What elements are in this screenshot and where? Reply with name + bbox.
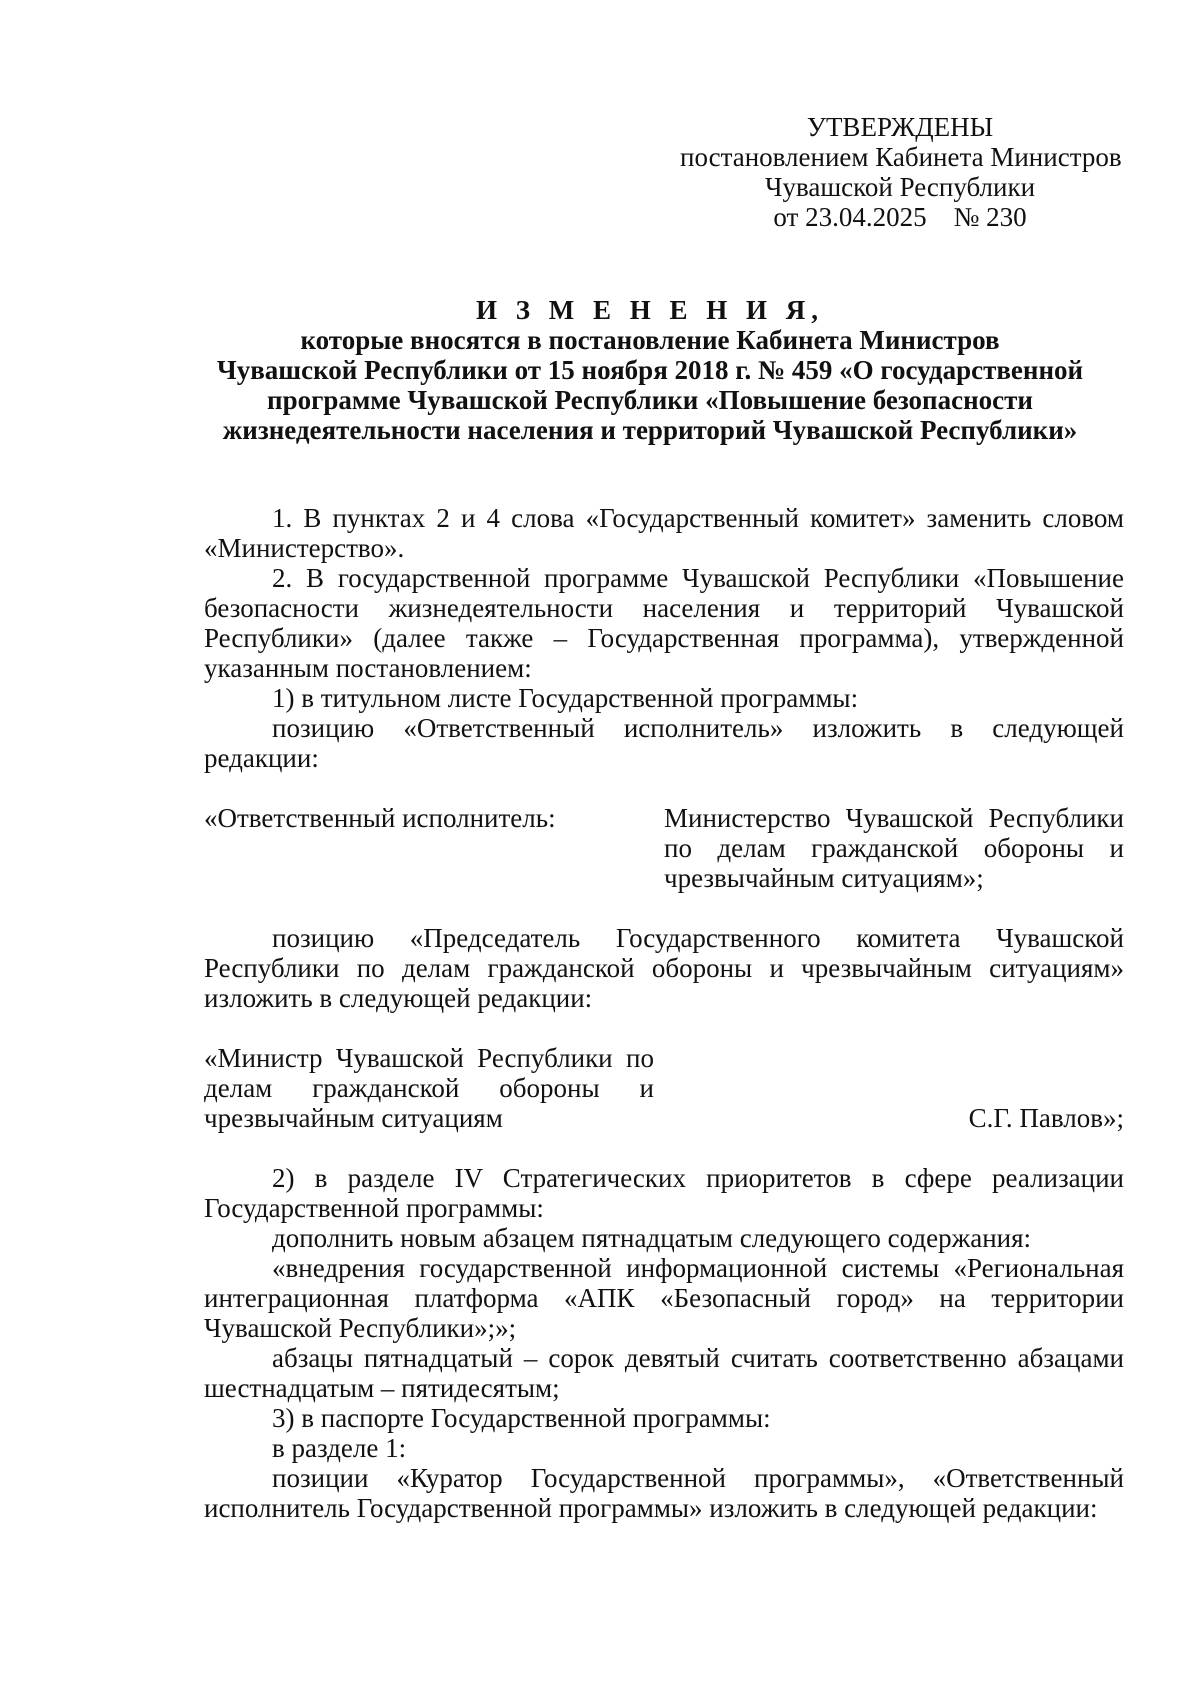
paragraph-3: 1) в титульном листе Государственной программы: <box>272 683 859 713</box>
paragraph-11: в разделе 1: <box>272 1433 407 1463</box>
paragraph-4: позицию «Ответственный исполнитель» изложить в следующей редакции: <box>204 713 1124 773</box>
spacer <box>204 1133 1124 1163</box>
title-line-3: программе Чувашской Республики «Повышение безопасности <box>267 385 1033 415</box>
spacer <box>204 893 1124 923</box>
approval-line-1: УТВЕРЖДЕНЫ <box>806 112 994 142</box>
paragraph-8: «внедрения государственной информационной системы «Региональная интеграционная платформа «АПК «Безопасный город» на территории Чувашской Республики»;»; <box>204 1253 1124 1343</box>
minister-name: С.Г. Павлов»; <box>968 1103 1124 1133</box>
paragraph-7: дополнить новым абзацем пятнадцатым следующего содержания: <box>272 1223 1032 1253</box>
spacer <box>204 1013 1124 1043</box>
responsible-executor-position <box>204 803 1124 893</box>
paragraph-1: 1. В пунктах 2 и 4 слова «Государственный комитет» заменить словом «Министерство». <box>204 503 1124 563</box>
position-value: Министерство Чувашской Республики по делам гражданской обороны и чрезвычайным ситуациям»; <box>664 803 1124 893</box>
approval-line-4: от 23.04.2025 № 230 <box>773 202 1027 232</box>
title-line-2: Чувашской Республики от 15 ноября 2018 г. № 459 «О государственной <box>216 355 1084 385</box>
approval-line-2: постановлением Кабинета Министров <box>680 142 1122 172</box>
document-body <box>204 503 1124 1523</box>
paragraph-5: позицию «Председатель Государственного комитета Чувашской Республики по делам гражданской обороны и чрезвычайным ситуациям» изложить в следующей редакции: <box>204 923 1124 1013</box>
title-line-1: которые вносятся в постановление Кабинета Министров <box>300 325 1000 355</box>
spacer <box>204 773 1124 803</box>
minister-position <box>204 1043 1124 1133</box>
paragraph-9: абзацы пятнадцатый – сорок девятый считать соответственно абзацами шестнадцатым – пятидесятым; <box>204 1343 1124 1403</box>
title-line-4: жизнедеятельности населения и территорий Чувашской Республики» <box>222 415 1078 445</box>
position-label: «Ответственный исполнитель: <box>204 803 556 833</box>
document-title <box>200 295 1100 445</box>
approval-stamp <box>680 112 1120 232</box>
paragraph-10: 3) в паспорте Государственной программы: <box>272 1403 771 1433</box>
paragraph-2: 2. В государственной программе Чувашской Республики «Повышение безопасности жизнедеятельности населения и территорий Чувашской Республики» (далее также – Государственная программа), утвержденной указанным постановлением: <box>204 563 1124 683</box>
paragraph-12: позиции «Куратор Государственной программы», «Ответственный исполнитель Государственной программы» изложить в следующей редакции: <box>204 1463 1124 1523</box>
approval-line-3: Чувашской Республики <box>764 172 1036 202</box>
paragraph-6: 2) в разделе IV Стратегических приоритетов в сфере реализации Государственной программы: <box>204 1163 1124 1223</box>
minister-title: «Министр Чувашской Республики по делам гражданской обороны и чрезвычайным ситуациям <box>204 1043 654 1133</box>
title-heading: И З М Е Н Е Н И Я, <box>475 295 824 325</box>
